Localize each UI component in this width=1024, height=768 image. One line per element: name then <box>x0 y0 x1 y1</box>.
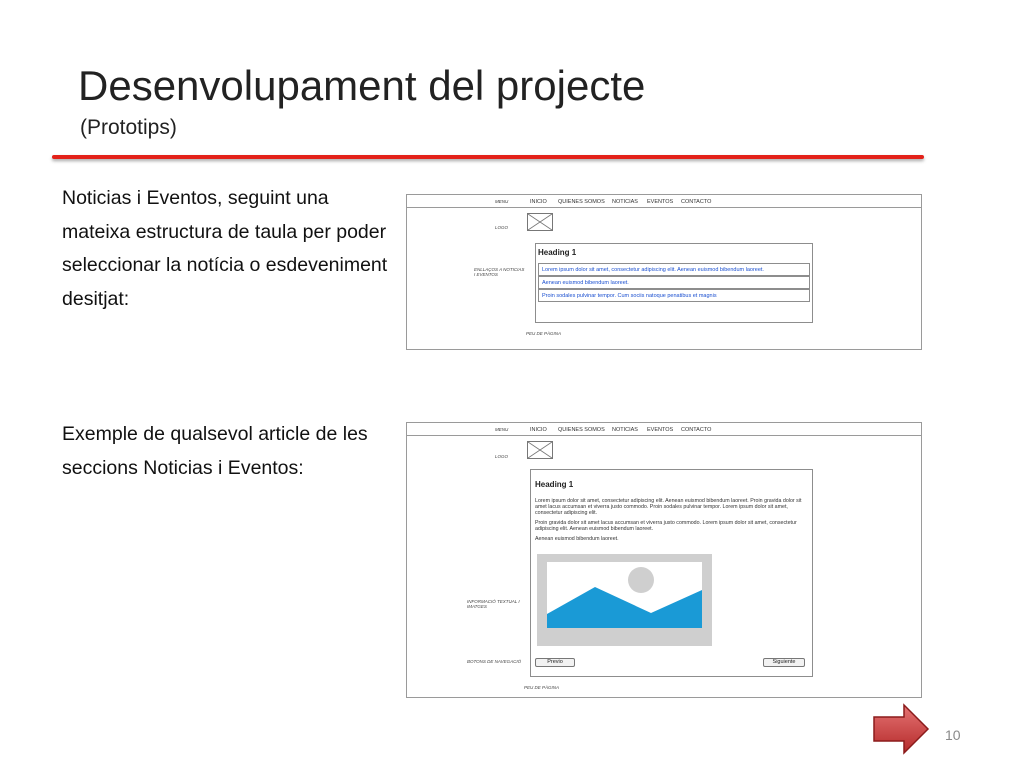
next-button[interactable]: Siguiente <box>763 658 805 667</box>
wireframe-article-detail <box>406 422 922 698</box>
description-article-example: Exemple de qualsevol article de les seccions Noticias i Eventos: <box>62 423 368 479</box>
nav-item-contacto[interactable]: CONTACTO <box>681 427 712 433</box>
logo-label: LOGO <box>495 225 509 230</box>
article-heading: Heading 1 <box>535 480 574 489</box>
logo-placeholder-icon <box>527 441 553 459</box>
logo-label: LOGO <box>495 454 509 459</box>
title-divider <box>52 155 924 159</box>
wireframe-news-list <box>406 194 922 350</box>
slide-title: Desenvolupament del projecte <box>78 62 646 109</box>
footer-label: PEU DE PÀGINA <box>524 685 560 690</box>
nav-item-inicio[interactable]: INICIO <box>530 427 547 433</box>
nav-item-quienes-somos[interactable]: QUIENES SOMOS <box>558 199 605 205</box>
page-number: 10 <box>945 727 961 743</box>
prev-button[interactable]: Previo <box>535 658 575 667</box>
news-row-2[interactable]: Aenean euismod bibendum laoreet. <box>538 276 810 289</box>
logo-placeholder-icon <box>527 213 553 231</box>
nav-item-inicio[interactable]: INICIO <box>530 199 547 205</box>
wireframe-nav-bar <box>407 423 921 436</box>
next-slide-arrow-icon[interactable] <box>872 703 930 755</box>
wireframe-nav-bar <box>407 195 921 208</box>
info-label: INFORMACIÓ TEXTUAL I IMATGES <box>467 599 520 609</box>
nav-menu-label: MENU <box>495 199 509 204</box>
article-paragraph-3: Aenean euismod bibendum laoreet. <box>535 536 619 542</box>
nav-item-contacto[interactable]: CONTACTO <box>681 199 712 205</box>
links-label: ENLLAÇOS A NOTICIAS I EVENTOS <box>474 267 525 277</box>
slide-subtitle: (Prototips) <box>80 116 177 139</box>
news-panel <box>535 243 813 323</box>
article-panel <box>530 469 813 677</box>
article-paragraph-2: Proin gravida dolor sit amet lacus accumsan et viverra justo commodo. Lorem ipsum dolor sit amet, consectetur adipiscing elit. Aenean euismod bibendum laoreet. <box>535 520 797 533</box>
panel-heading: Heading 1 <box>538 248 577 257</box>
news-row-3[interactable]: Proin sodales pulvinar tempor. Cum sociis natoque penatibus et magnis <box>538 289 810 302</box>
description-news-events: Noticias i Eventos, seguint una mateixa estructura de taula per poder seleccionar la notícia o esdeveniment desitjat: <box>62 187 388 310</box>
nav-item-noticias[interactable]: NOTICIAS <box>612 427 638 433</box>
nav-menu-label: MENU <box>495 427 509 432</box>
nav-item-noticias[interactable]: NOTICIAS <box>612 199 638 205</box>
image-placeholder-icon <box>537 554 712 646</box>
nav-buttons-label: BOTONS DE NAVEGACIÓ <box>467 659 522 664</box>
nav-item-eventos[interactable]: EVENTOS <box>647 427 674 433</box>
article-paragraph-1: Lorem ipsum dolor sit amet, consectetur adipiscing elit. Aenean euismod bibendum laoreet. Proin gravida dolor sit amet lacus accumsan et viverra justo commodo. Proin sodales pulvinar tempor. Lorem ipsum dolor sit amet, consectetur adipiscing elit. <box>535 498 802 517</box>
nav-item-quienes-somos[interactable]: QUIENES SOMOS <box>558 427 605 433</box>
news-row-1[interactable]: Lorem ipsum dolor sit amet, consectetur adipiscing elit. Aenean euismod bibendum laoreet. <box>538 263 810 276</box>
nav-item-eventos[interactable]: EVENTOS <box>647 199 674 205</box>
footer-label: PEU DE PÀGINA <box>526 331 562 336</box>
